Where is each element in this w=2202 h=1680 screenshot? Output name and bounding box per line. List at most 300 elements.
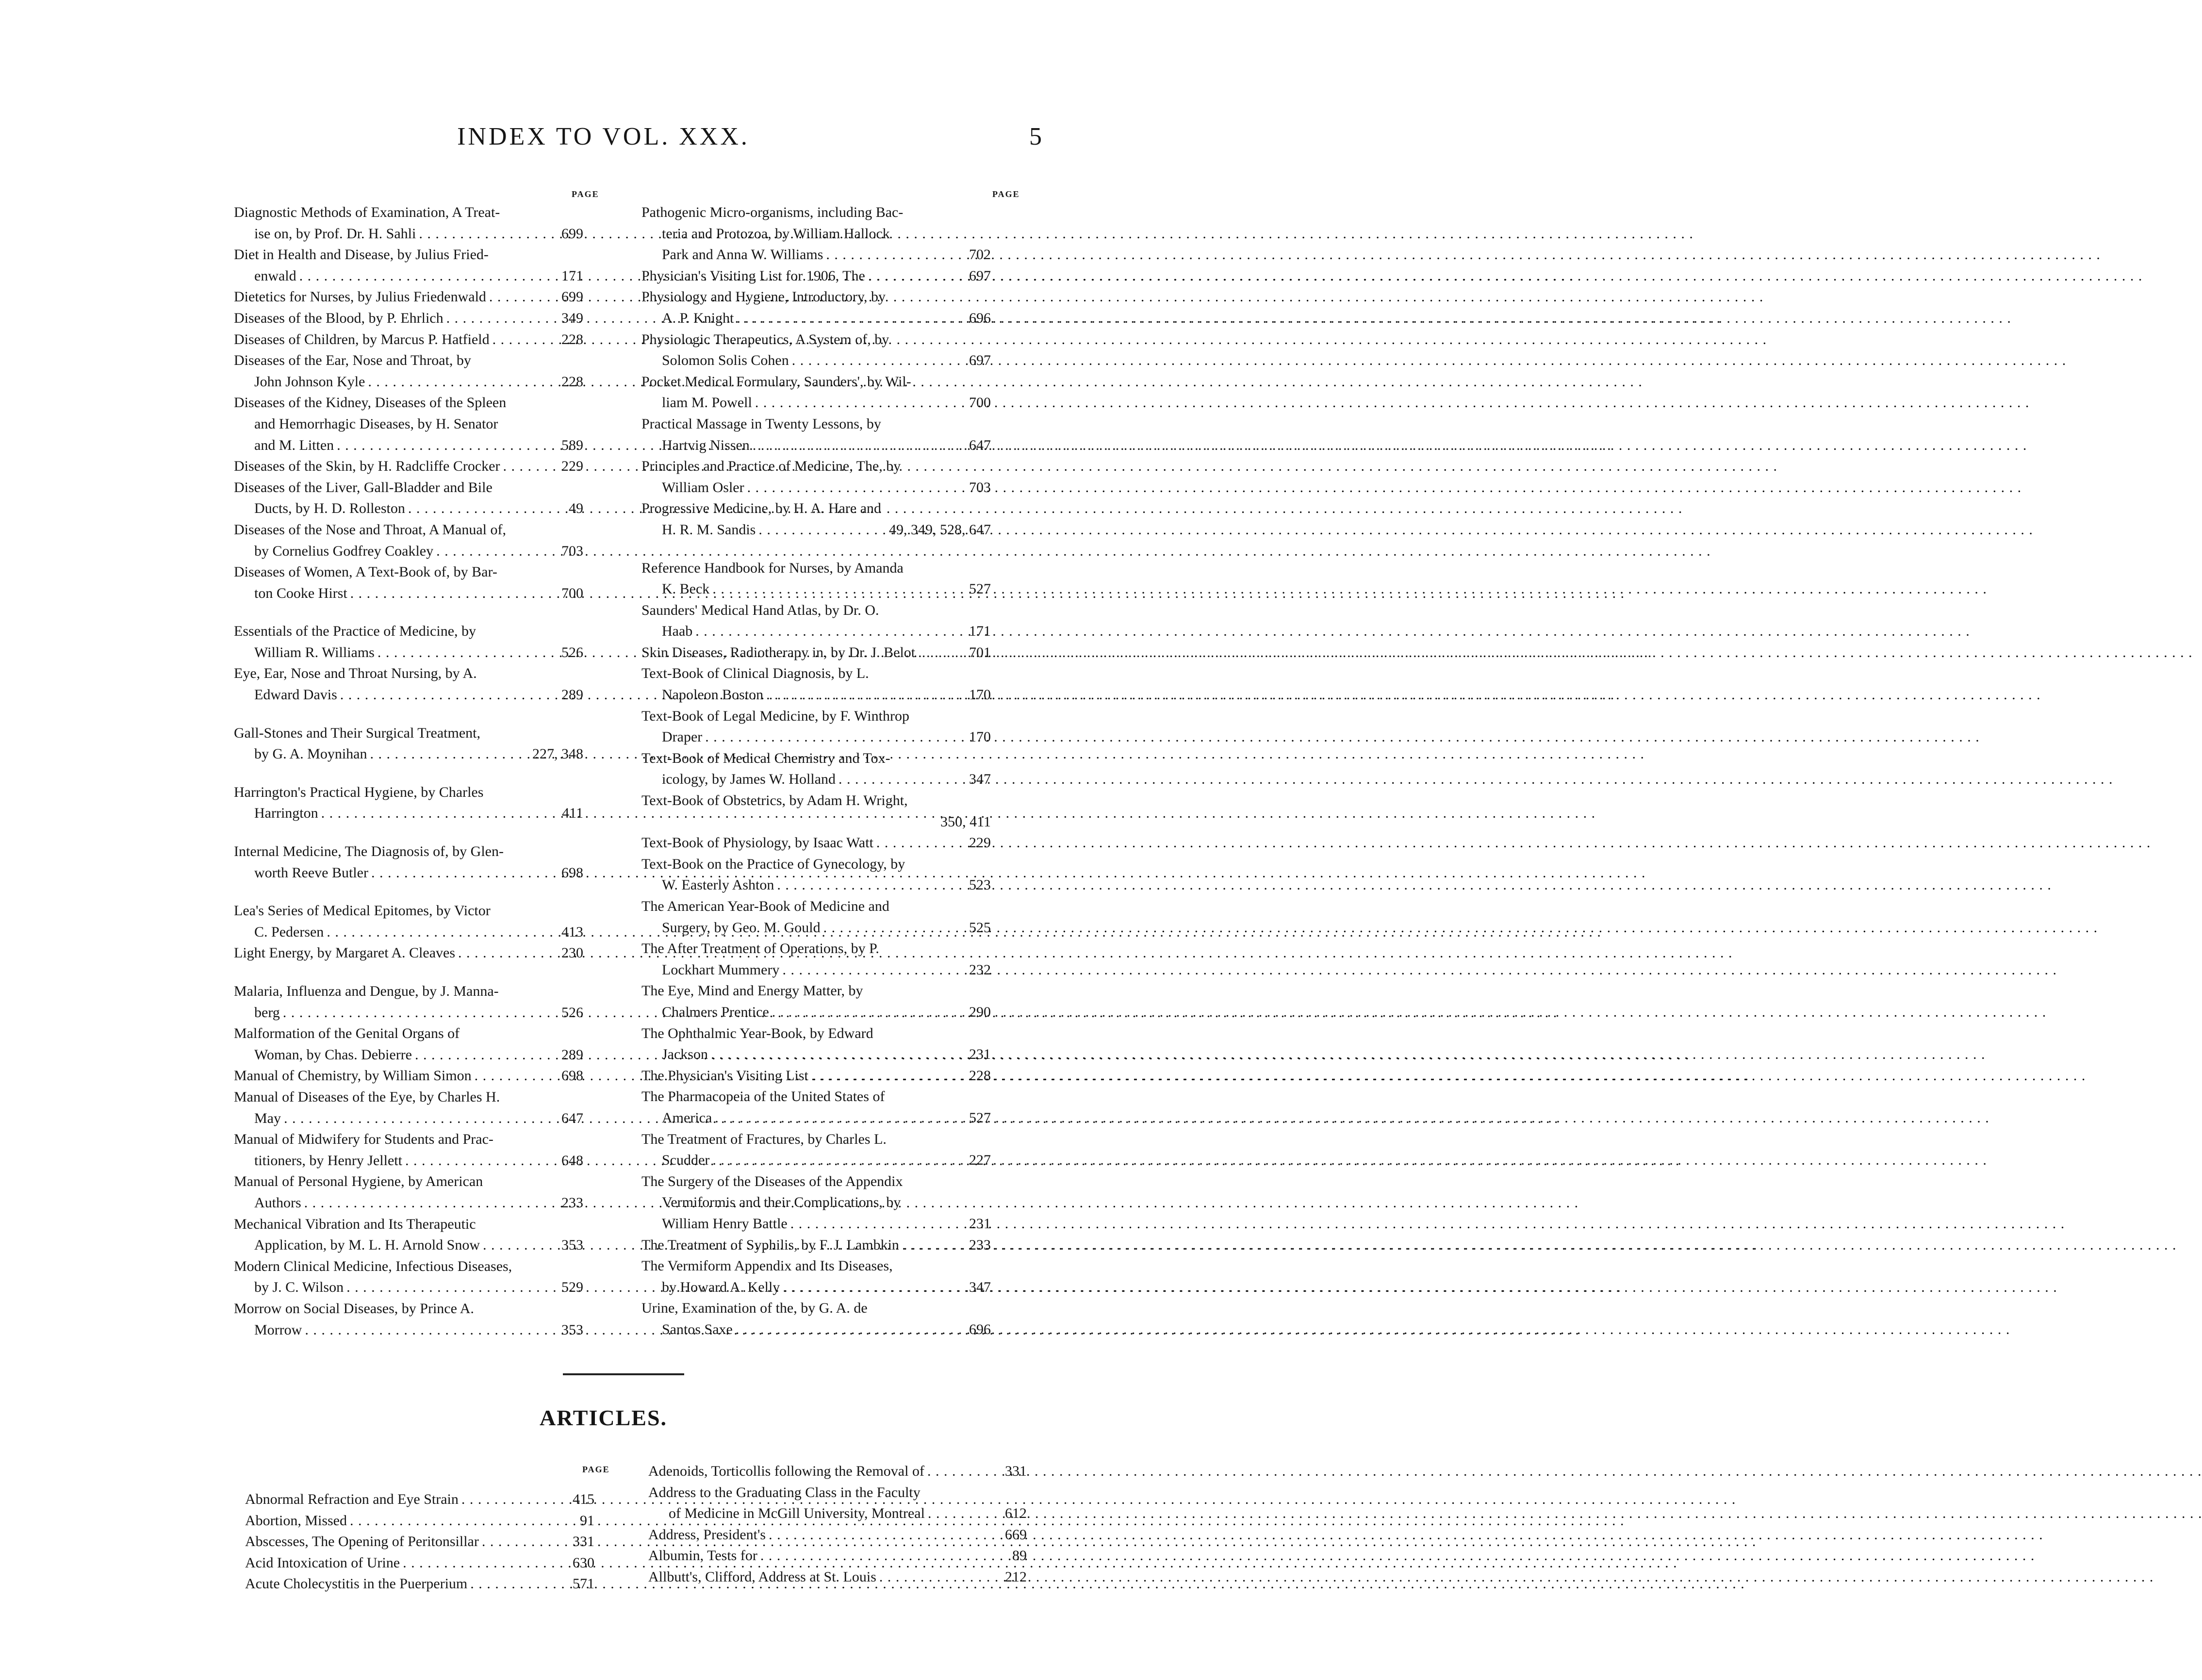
- entry-line: [245, 1573, 594, 1595]
- entry-text: Text-Book on the Practice of Gynecology, by: [641, 856, 905, 872]
- entry-line: [234, 1298, 583, 1319]
- entry-page-number: 527: [969, 581, 991, 597]
- dot-leader: [753, 435, 966, 456]
- entry-page-number: 669: [1005, 1526, 1027, 1543]
- entry-line: [641, 578, 991, 600]
- entry-text: The Physician's Visiting List: [641, 1067, 808, 1084]
- entry-text: Albumin, Tests for: [648, 1548, 757, 1564]
- entry-page-number: 630: [573, 1554, 594, 1571]
- articles-column-right: [648, 1461, 1027, 1588]
- page-column-label-articles-left: PAGE: [582, 1465, 610, 1474]
- index-entry: [234, 1087, 583, 1129]
- entry-line: [641, 854, 991, 875]
- index-entry: [641, 1129, 991, 1171]
- entry-group-spacer: [234, 883, 583, 900]
- entry-line: [641, 1150, 991, 1171]
- entry-line: [234, 723, 583, 744]
- dot-leader: [766, 684, 966, 706]
- dot-leader: [695, 621, 966, 642]
- entry-page-number: 527: [969, 1109, 991, 1126]
- dot-leader: [371, 862, 559, 884]
- entry-page-number: 696: [969, 1321, 991, 1337]
- index-entry: [641, 286, 991, 329]
- dot-leader: [346, 1277, 559, 1298]
- dot-leader: [446, 308, 559, 329]
- entry-line: [641, 519, 991, 541]
- entry-line: [234, 456, 583, 477]
- entry-line: [234, 329, 583, 350]
- entry-page-number: 49, 349, 528, 647: [889, 521, 991, 538]
- entry-line: [234, 561, 583, 583]
- dot-leader: [760, 1545, 1009, 1566]
- entry-page-number: 700: [969, 395, 991, 411]
- dot-leader: [782, 959, 966, 981]
- entry-line: [234, 743, 583, 765]
- index-entry: [641, 202, 991, 265]
- entry-text: Saunders' Medical Hand Atlas, by Dr. O.: [641, 602, 879, 618]
- entry-line: [641, 600, 991, 621]
- index-entry: [234, 350, 583, 392]
- dot-leader: [419, 223, 559, 245]
- entry-page-number: 413: [561, 923, 583, 940]
- entry-page-number: 702: [969, 247, 991, 263]
- entry-line: [234, 519, 583, 541]
- index-column-left: [234, 202, 583, 1340]
- entry-line: [641, 435, 991, 456]
- entry-text: by Cornelius Godfrey Coakley: [254, 543, 434, 559]
- dot-leader: [340, 684, 559, 706]
- index-entry: [234, 1129, 583, 1171]
- dot-leader: [792, 350, 966, 371]
- index-entry: [641, 1023, 991, 1065]
- entry-text: Hartvig Nissen: [662, 437, 750, 453]
- entry-text: Diseases of Children, by Marcus P. Hatfield: [234, 331, 490, 347]
- entry-line: [245, 1489, 594, 1510]
- entry-line: [234, 583, 583, 604]
- entry-line: [234, 1277, 583, 1298]
- index-entry: [234, 308, 583, 329]
- dot-leader: [769, 1524, 1002, 1546]
- entry-line: [234, 922, 583, 943]
- dot-leader: [928, 1503, 1002, 1524]
- dot-leader: [879, 1566, 1002, 1588]
- entry-text: William Henry Battle: [662, 1215, 788, 1232]
- entry-line: [641, 371, 991, 393]
- dot-leader: [712, 578, 966, 600]
- dot-leader: [777, 874, 966, 896]
- entry-line: [641, 896, 991, 917]
- entry-page-number: 233: [561, 1194, 583, 1211]
- dot-leader: [283, 1002, 559, 1023]
- entry-page-number: 696: [969, 310, 991, 326]
- index-entry: [234, 456, 583, 477]
- entry-text: Chalmers Prentice: [662, 1004, 769, 1020]
- entry-text: Vermiformis and their Complications, by: [662, 1194, 901, 1211]
- entry-text: Address, President's: [648, 1526, 766, 1543]
- entry-line: [641, 308, 991, 329]
- entry-line: [641, 1002, 991, 1023]
- index-entry: [641, 1171, 991, 1235]
- entry-text: Napoleon Boston: [662, 687, 764, 703]
- entry-line: [234, 1214, 583, 1235]
- entry-text: icology, by James W. Holland: [662, 771, 836, 788]
- dot-leader: [758, 519, 886, 541]
- entry-line: [641, 1065, 991, 1087]
- dot-leader: [461, 1489, 570, 1510]
- index-entry: [641, 1298, 991, 1340]
- index-entry: [234, 1256, 583, 1298]
- entry-page-number: 350, 411: [940, 813, 991, 830]
- entry-line: [641, 706, 991, 727]
- entry-line: [641, 1298, 991, 1319]
- entry-page-number: 699: [561, 289, 583, 305]
- entry-text: The Ophthalmic Year-Book, by Edward: [641, 1025, 873, 1041]
- index-entry: [234, 329, 583, 350]
- index-entry: [648, 1482, 1027, 1524]
- index-entry: [234, 244, 583, 286]
- entry-line: [234, 308, 583, 329]
- entry-text: Diseases of the Nose and Throat, A Manual of,: [234, 521, 506, 538]
- entry-line: [641, 1107, 991, 1129]
- index-entry: [641, 1086, 991, 1128]
- entry-line: [245, 1531, 594, 1552]
- entry-text: A. P. Knight: [662, 310, 734, 326]
- dot-leader: [489, 286, 559, 308]
- entry-page-number: 612: [1005, 1505, 1027, 1522]
- dot-leader: [927, 1461, 1002, 1482]
- index-entry: [234, 1214, 583, 1256]
- entry-text: Practical Massage in Twenty Lessons, by: [641, 415, 881, 432]
- index-entry: [234, 981, 583, 1023]
- entry-page-number: 232: [969, 961, 991, 978]
- entry-text: Lea's Series of Medical Epitomes, by Victor: [234, 903, 491, 919]
- entry-line: [234, 841, 583, 862]
- page-column-label-right: PAGE: [992, 189, 1020, 199]
- entry-text: The Treatment of Fractures, by Charles L.: [641, 1131, 887, 1147]
- entry-line: [234, 435, 583, 456]
- entry-text: Text-Book of Physiology, by Isaac Watt: [641, 835, 873, 851]
- entry-line: [234, 1065, 583, 1087]
- entry-text: Reference Handbook for Nurses, by Amanda: [641, 560, 904, 576]
- entry-page-number: 525: [969, 919, 991, 936]
- dot-leader: [736, 1319, 966, 1340]
- entry-page-number: 227: [969, 1152, 991, 1169]
- index-entry: [641, 1235, 991, 1256]
- entry-line: [641, 558, 991, 579]
- index-entry: [234, 1298, 583, 1340]
- entry-line: [641, 1235, 991, 1256]
- index-entry: [641, 558, 991, 600]
- index-entry: [234, 782, 583, 824]
- entry-text: Skin Diseases, Radiotherapy in, by Dr. J. Belot: [641, 644, 916, 660]
- entry-line: [641, 1171, 991, 1192]
- entry-line: [234, 1044, 583, 1066]
- entry-text: enwald: [254, 267, 296, 284]
- dot-leader: [712, 1150, 966, 1171]
- index-entry: [234, 519, 583, 561]
- entry-text: Acute Cholecystitis in the Puerperium: [245, 1576, 468, 1592]
- index-entry: [234, 286, 583, 308]
- entry-text: Diagnostic Methods of Examination, A Treat-: [234, 204, 500, 220]
- entry-text: Physician's Visiting List for 1906, The: [641, 267, 865, 284]
- dot-leader: [305, 1319, 559, 1341]
- entry-line: [234, 1319, 583, 1341]
- entry-text: Text-Book of Legal Medicine, by F. Winthrop: [641, 708, 909, 724]
- dot-leader: [403, 1552, 570, 1574]
- entry-line: [641, 621, 991, 642]
- entry-text: Diseases of the Blood, by P. Ehrlich: [234, 310, 444, 326]
- entry-text: William Osler: [662, 479, 744, 495]
- dot-leader: [483, 1235, 559, 1256]
- entry-line: [234, 541, 583, 562]
- entry-page-number: 526: [561, 1004, 583, 1021]
- entry-text: The American Year-Book of Medicine and: [641, 898, 889, 914]
- entry-text: Malaria, Influenza and Dengue, by J. Manna-: [234, 983, 499, 999]
- index-entry: [641, 832, 991, 854]
- entry-line: [641, 477, 991, 498]
- index-entry: [234, 621, 583, 663]
- entry-text: Solomon Solis Cohen: [662, 352, 789, 369]
- entry-page-number: 290: [969, 1004, 991, 1020]
- dot-leader: [370, 743, 530, 765]
- entry-page-number: 227, 348: [532, 746, 583, 762]
- entry-text: Urine, Examination of the, by G. A. de: [641, 1300, 868, 1317]
- entry-page-number: 353: [561, 1321, 583, 1338]
- entry-page-number: 228: [561, 331, 583, 347]
- entry-text: Edward Davis: [254, 687, 337, 703]
- entry-text: Diseases of the Skin, by H. Radcliffe Crocker: [234, 458, 500, 475]
- entry-text: Address to the Graduating Class in the Faculty: [648, 1484, 920, 1500]
- dot-leader: [408, 498, 566, 519]
- entry-text: Mechanical Vibration and Its Therapeutic: [234, 1216, 476, 1232]
- entry-line: [641, 244, 991, 265]
- entry-line: [234, 498, 583, 519]
- entry-line: [648, 1482, 1027, 1503]
- dot-leader: [299, 265, 559, 287]
- entry-line: [641, 832, 991, 854]
- index-entry: [641, 600, 991, 642]
- index-entry: [234, 477, 583, 519]
- entry-group-spacer: [234, 604, 583, 621]
- entry-page-number: 231: [969, 1215, 991, 1232]
- entry-line: [234, 942, 583, 964]
- entry-text: Park and Anna W. Williams: [662, 247, 823, 263]
- entry-page-number: 230: [561, 945, 583, 961]
- entry-line: [234, 350, 583, 371]
- articles-heading: ARTICLES.: [539, 1405, 668, 1430]
- entry-text: Essentials of the Practice of Medicine, by: [234, 623, 477, 640]
- dot-leader: [470, 1573, 570, 1595]
- entry-line: [234, 1150, 583, 1171]
- dot-leader: [350, 1510, 577, 1532]
- entry-line: [641, 1277, 991, 1298]
- index-entry: [641, 498, 991, 540]
- entry-line: [245, 1552, 594, 1574]
- dot-leader: [705, 726, 966, 748]
- entry-line: [234, 223, 583, 245]
- entry-text: Ducts, by H. D. Rolleston: [254, 500, 405, 517]
- entry-page-number: 697: [969, 267, 991, 284]
- entry-line: [641, 1044, 991, 1065]
- dot-leader: [368, 371, 559, 393]
- entry-page-number: 49: [569, 500, 583, 517]
- entry-page-number: 349: [561, 310, 583, 326]
- page-title: INDEX TO VOL. XXX.: [457, 123, 750, 150]
- dot-leader: [755, 392, 966, 413]
- entry-text: Lockhart Mummery: [662, 961, 780, 978]
- index-entry: [641, 265, 991, 287]
- index-entry: [245, 1573, 594, 1595]
- entry-text: Gall-Stones and Their Surgical Treatment,: [234, 725, 480, 741]
- entry-group-spacer: [234, 706, 583, 723]
- dot-leader: [772, 1002, 966, 1023]
- entry-text: teria and Protozoa, by William Hallock: [662, 225, 890, 242]
- entry-text: Physiology and Hygiene, Introductory, by: [641, 289, 886, 305]
- entry-text: The Vermiform Appendix and Its Diseases,: [641, 1258, 893, 1274]
- index-entry: [641, 854, 991, 896]
- entry-text: Application, by M. L. H. Arnold Snow: [254, 1237, 480, 1253]
- index-entry: [234, 202, 583, 244]
- entry-text: Malformation of the Genital Organs of: [234, 1025, 460, 1042]
- entry-line: [641, 684, 991, 706]
- entry-page-number: 228: [969, 1067, 991, 1084]
- entry-line: [641, 286, 991, 308]
- entry-text: Light Energy, by Margaret A. Cleaves: [234, 945, 456, 961]
- entry-page-number: 228: [561, 373, 583, 390]
- dot-leader: [811, 1065, 966, 1087]
- index-entry: [648, 1566, 1027, 1588]
- entry-text: Pocket Medical Formulary, Saunders', by Wil-: [641, 373, 911, 390]
- index-entry: [641, 413, 991, 456]
- index-entry: [641, 980, 991, 1022]
- index-entry: [641, 748, 991, 790]
- entry-line: [641, 265, 991, 287]
- entry-text: The After Treatment of Operations, by P.: [641, 940, 879, 957]
- entry-line: [234, 621, 583, 642]
- index-entry: [641, 371, 991, 413]
- entry-line: [641, 917, 991, 939]
- dot-leader: [304, 1192, 559, 1214]
- index-entry: [641, 706, 991, 748]
- index-entry: [641, 790, 991, 832]
- entry-text: Acid Intoxication of Urine: [245, 1554, 400, 1571]
- entry-line: [245, 1510, 594, 1532]
- index-entry: [234, 1171, 583, 1213]
- entry-page-number: 415: [573, 1491, 594, 1507]
- dot-leader: [321, 803, 559, 824]
- entry-line: [641, 413, 991, 435]
- entry-text: by G. A. Moynihan: [254, 746, 367, 762]
- index-entry: [641, 1255, 991, 1298]
- entry-line: [648, 1503, 1027, 1524]
- entry-line: [234, 392, 583, 413]
- index-entry: [234, 900, 583, 942]
- entry-page-number: 289: [561, 687, 583, 703]
- entry-text: The Treatment of Syphilis, by F. J. Lambkin: [641, 1236, 899, 1253]
- entry-text: Manual of Midwifery for Students and Prac-: [234, 1131, 493, 1148]
- entry-text: and Hemorrhagic Diseases, by H. Senator: [254, 415, 498, 432]
- dot-leader: [284, 1108, 559, 1129]
- dot-leader: [436, 541, 559, 562]
- entry-page-number: 703: [561, 543, 583, 559]
- entry-page-number: 170: [969, 729, 991, 745]
- entry-page-number: 171: [561, 267, 583, 284]
- entry-page-number: 526: [561, 644, 583, 660]
- entry-line: [234, 1087, 583, 1108]
- entry-line: [641, 329, 991, 350]
- entry-text: by J. C. Wilson: [254, 1279, 344, 1296]
- dot-leader: [747, 477, 966, 498]
- entry-page-number: 647: [969, 437, 991, 453]
- entry-line: [234, 202, 583, 223]
- entry-line: [234, 1171, 583, 1192]
- dot-leader: [876, 832, 966, 854]
- entry-text: Principles and Practice of Medicine, The, by: [641, 458, 901, 475]
- entry-line: [234, 265, 583, 287]
- entry-text: Harrington's Practical Hygiene, by Charles: [234, 784, 484, 800]
- index-entry: [648, 1545, 1027, 1566]
- entry-line: [641, 663, 991, 684]
- entry-line: [641, 938, 991, 959]
- entry-page-number: 347: [969, 1279, 991, 1295]
- index-entry: [234, 942, 583, 964]
- index-entry: [641, 642, 991, 663]
- page-column-label-left: PAGE: [572, 189, 599, 199]
- index-entry: [641, 1065, 991, 1087]
- entry-line: [234, 1002, 583, 1023]
- entry-page-number: 703: [969, 479, 991, 495]
- entry-text: titioners, by Henry Jellett: [254, 1152, 402, 1169]
- entry-line: [234, 477, 583, 498]
- entry-page-number: 698: [561, 864, 583, 881]
- entry-text: Surgery, by Geo. M. Gould: [662, 919, 821, 936]
- entry-text: Santos Saxe: [662, 1321, 733, 1337]
- articles-column-left: [245, 1489, 594, 1595]
- entry-line: [234, 684, 583, 706]
- entry-text: liam M. Powell: [662, 395, 752, 411]
- entry-text: of Medicine in McGill University, Montreal: [669, 1505, 925, 1522]
- entry-line: [234, 862, 583, 884]
- entry-line: [641, 1319, 991, 1340]
- dot-leader: [826, 244, 966, 265]
- entry-line: [641, 1023, 991, 1044]
- entry-line: [641, 202, 991, 223]
- entry-text: Pathogenic Micro-organisms, including Bac-: [641, 204, 904, 220]
- entry-group-spacer: [234, 964, 583, 981]
- entry-page-number: 331: [1005, 1463, 1027, 1479]
- entry-line: [234, 413, 583, 435]
- entry-page-number: 171: [969, 623, 991, 640]
- entry-text: Internal Medicine, The Diagnosis of, by Glen-: [234, 843, 504, 860]
- entry-page-number: 701: [969, 644, 991, 660]
- dot-leader: [823, 917, 966, 939]
- entry-line: [641, 392, 991, 413]
- entry-line: [641, 498, 991, 519]
- entry-line: [648, 1524, 1027, 1546]
- entry-page-number: 411: [562, 805, 583, 822]
- entry-line: [641, 726, 991, 748]
- entry-line: [234, 286, 583, 308]
- entry-page-number: 347: [969, 771, 991, 788]
- entry-text: Text-Book of Medical Chemistry and Tox-: [641, 750, 890, 766]
- index-entry: [245, 1552, 594, 1574]
- entry-text: C. Pedersen: [254, 923, 324, 940]
- entry-line: [641, 959, 991, 981]
- entry-text: Morrow on Social Diseases, by Prince A.: [234, 1300, 474, 1317]
- dot-leader: [350, 583, 559, 604]
- entry-page-number: 331: [573, 1533, 594, 1550]
- entry-page-number: 700: [561, 585, 583, 601]
